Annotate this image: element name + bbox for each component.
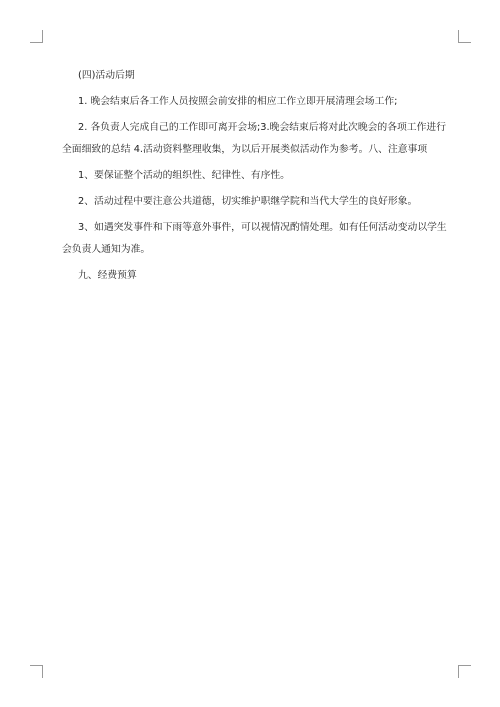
- section-heading-budget: 九、经费预算: [78, 270, 137, 281]
- crop-mark-bottom-left: [30, 665, 43, 678]
- section-heading-activity-late-stage: (四)活动后期: [78, 70, 135, 81]
- crop-mark-top-right: [458, 30, 471, 43]
- crop-mark-bottom-right: [458, 665, 471, 678]
- crop-mark-top-left: [30, 30, 43, 43]
- paragraph-public-morality: 2、活动过程中要注意公共道德，切实维护职继学院和当代大学生的良好形象。: [78, 196, 418, 207]
- paragraph-leave-and-summary: 2. 各负责人完成自己的工作即可离开会场;3.晚会结束后将对此次晚会的各项工作进行全面细致的总结 4.活动资料整理收集，为以后开展类似活动作为参考。八、注意事项: [62, 122, 446, 155]
- paragraph-organization: 1、要保证整个活动的组织性、纪律性、有序性。: [78, 170, 290, 181]
- paragraph-emergency: 3、如遇突发事件和下雨等意外事件，可以视情况酌情处理。如有任何活动变动以学生会负责人通知为准。: [62, 222, 447, 255]
- paragraph-cleanup: 1. 晚会结束后各工作人员按照会前安排的相应工作立即开展清理会场工作;: [78, 96, 398, 107]
- document-body: [62, 65, 448, 291]
